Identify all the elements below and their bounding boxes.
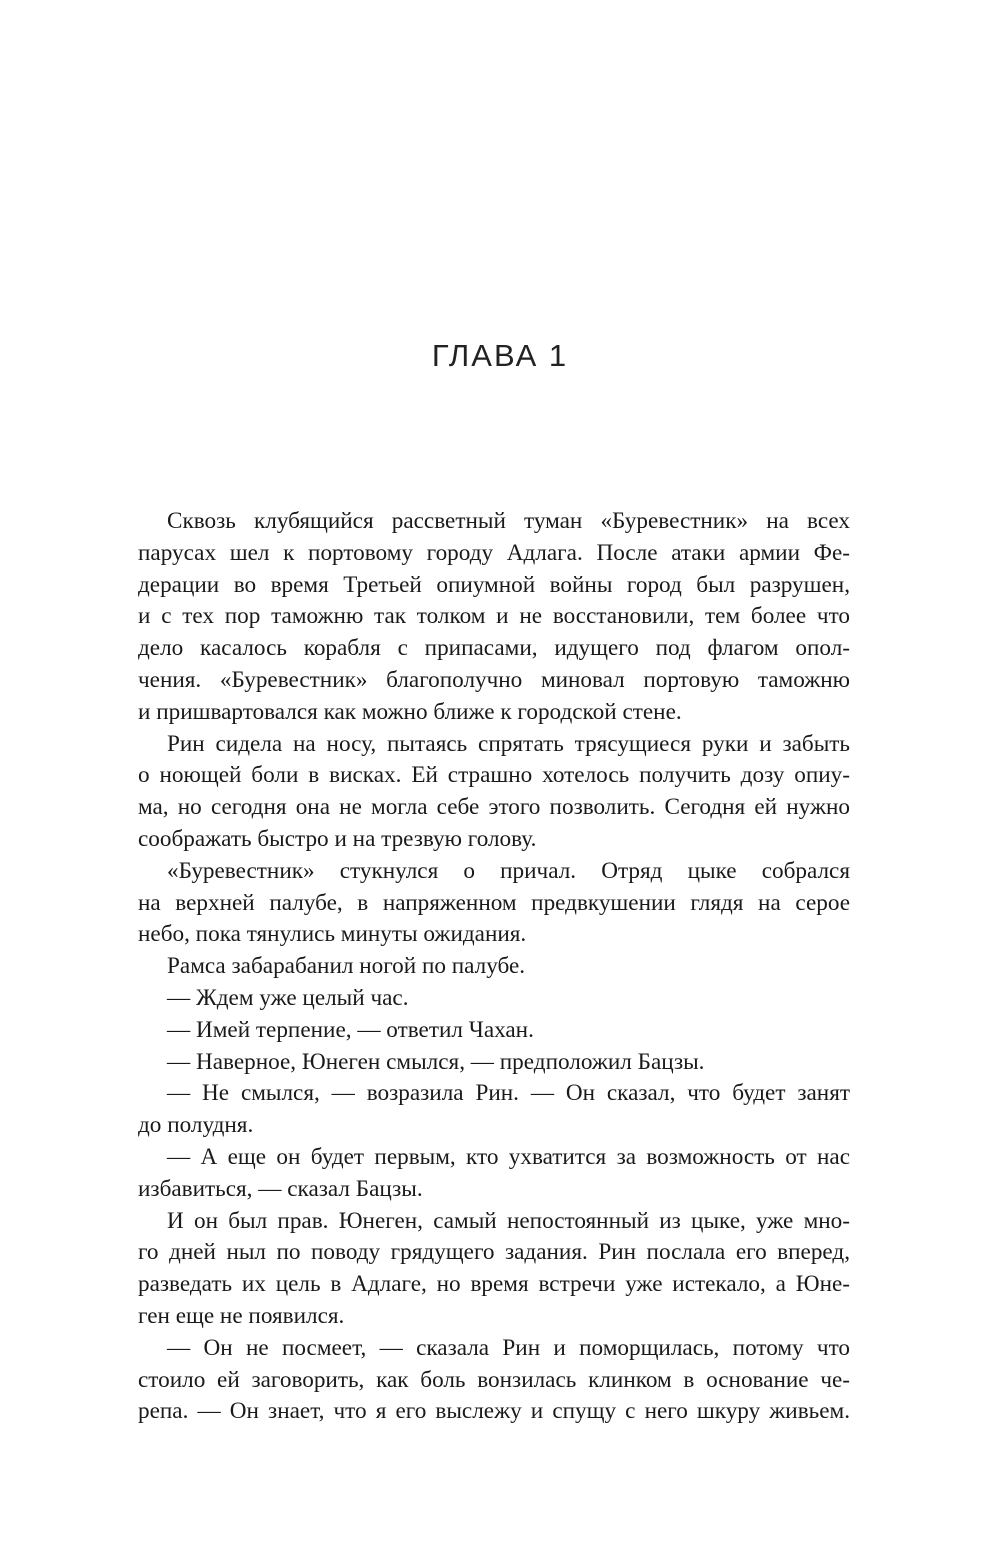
text-line: — Не смылся, — возразила Рин. — Он сказал, что будет занят xyxy=(167,1080,850,1107)
text-line: репа. — Он знает, что я его выслежу и спущу с него шкуру живьем. xyxy=(138,1398,850,1425)
chapter-body xyxy=(138,506,850,1428)
text-line: Рин сидела на носу, пытаясь спрятать трясущиеся руки и забыть xyxy=(167,730,850,757)
text-line: небо, пока тянулись минуты ожидания. xyxy=(138,921,527,948)
text-line: «Буревестник» стукнулся о причал. Отряд цыке собрался xyxy=(167,857,850,884)
text-line: избавиться, — сказал Бацзы. xyxy=(138,1175,423,1202)
text-line: ма, но сегодня она не могла себе этого позволить. Сегодня ей нужно xyxy=(138,794,850,821)
text-line: на верхней палубе, в напряженном предвкушении глядя на серое xyxy=(138,889,850,916)
text-line: — Ждем уже целый час. xyxy=(167,984,409,1011)
text-line: дерации во время Третьей опиумной войны город был разрушен, xyxy=(138,571,850,598)
text-line: парусах шел к портовому городу Адлага. После атаки армии Фе- xyxy=(138,539,850,566)
text-line: соображать быстро и на трезвую голову. xyxy=(138,825,537,852)
text-line: и с тех пор таможню так толком и не восстановили, тем более что xyxy=(138,603,850,630)
text-line: Сквозь клубящийся рассветный туман «Буревестник» на всех xyxy=(167,508,850,534)
text-line: го дней ныл по поводу грядущего задания. Рин послала его вперед, xyxy=(138,1239,850,1266)
chapter-title: ГЛАВА 1 xyxy=(431,338,569,373)
text-line: ген еще не появился. xyxy=(138,1302,345,1329)
text-line: стоило ей заговорить, как боль вонзилась клинком в основание че- xyxy=(138,1366,850,1393)
text-line: Рамса забарабанил ногой по палубе. xyxy=(167,953,526,980)
text-line: до полудня. xyxy=(138,1112,254,1139)
text-line: — Имей терпение, — ответил Чахан. xyxy=(167,1016,534,1043)
text-line: дело касалось корабля с припасами, идущего под флагом опол- xyxy=(138,635,850,662)
text-line: разведать их цель в Адлаге, но время встречи уже истекало, а Юне- xyxy=(138,1271,850,1298)
text-line: — Он не посмеет, — сказала Рин и поморщилась, потому что xyxy=(167,1334,850,1361)
text-line: И он был прав. Юнеген, самый непостоянный из цыке, уже мно- xyxy=(167,1207,850,1234)
text-line: чения. «Буревестник» благополучно миновал портовую таможню xyxy=(138,666,850,693)
text-line: — Наверное, Юнеген смылся, — предположил Бацзы. xyxy=(167,1048,705,1075)
text-line: и пришвартовался как можно ближе к городской стене. xyxy=(138,698,682,725)
text-line: — А еще он будет первым, кто ухватится за возможность от нас xyxy=(167,1143,850,1170)
text-line: о ноющей боли в висках. Ей страшно хотелось получить дозу опиу- xyxy=(138,762,850,789)
